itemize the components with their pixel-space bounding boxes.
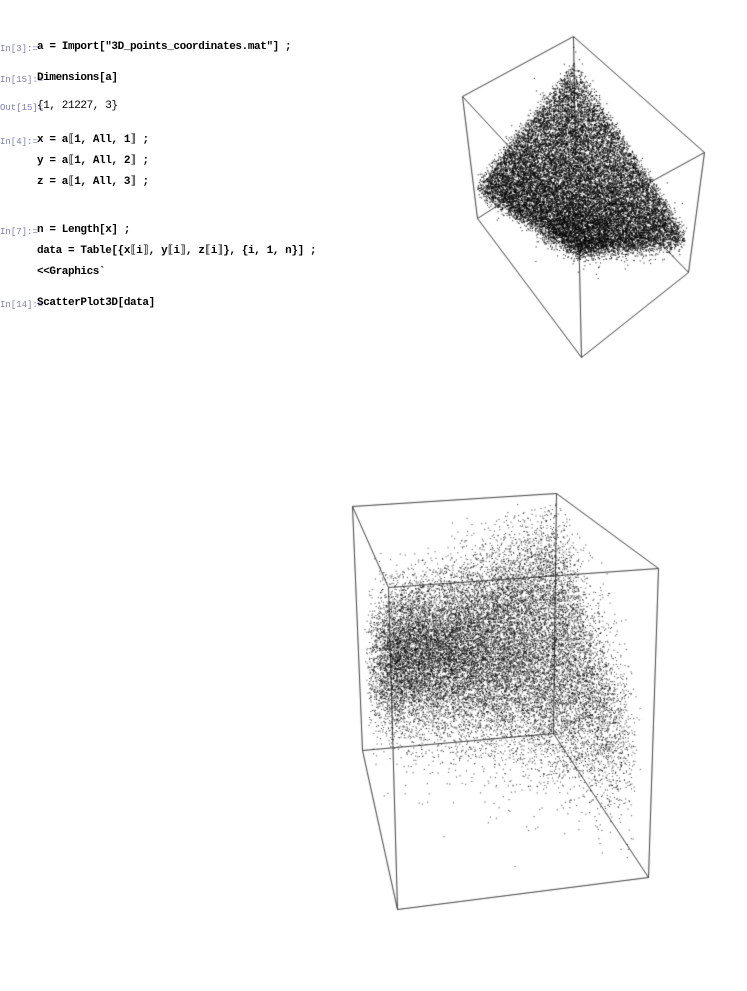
scatterplot3d-bottom bbox=[344, 484, 670, 916]
code-text[interactable]: <<Graphics` bbox=[37, 266, 106, 278]
code-text[interactable]: ScatterPlot3D[data] bbox=[37, 297, 155, 309]
code-text[interactable]: x = a⟦1, All, 1⟧ ; bbox=[37, 134, 149, 146]
output-text[interactable]: {1, 21227, 3} bbox=[37, 100, 118, 112]
code-text[interactable]: z = a⟦1, All, 3⟧ ; bbox=[37, 176, 149, 188]
cell-label: In[3]:= bbox=[0, 44, 38, 54]
scatterplot3d-top bbox=[446, 22, 720, 366]
code-text[interactable]: n = Length[x] ; bbox=[37, 224, 131, 236]
cell-label: In[4]:= bbox=[0, 137, 38, 147]
code-text[interactable]: y = a⟦1, All, 2⟧ ; bbox=[37, 155, 149, 167]
cell-label: In[7]:= bbox=[0, 227, 38, 237]
cell-label: In[14]:= bbox=[0, 300, 44, 310]
cell-label: Out[15]= bbox=[0, 103, 44, 113]
code-text[interactable]: a = Import["3D_points_coordinates.mat"] ; bbox=[37, 41, 292, 53]
code-text[interactable]: data = Table[{x⟦i⟧, y⟦i⟧, z⟦i⟧}, {i, 1, n}] ; bbox=[37, 245, 317, 257]
code-text[interactable]: Dimensions[a] bbox=[37, 72, 118, 84]
cell-label: In[15]:= bbox=[0, 75, 44, 85]
